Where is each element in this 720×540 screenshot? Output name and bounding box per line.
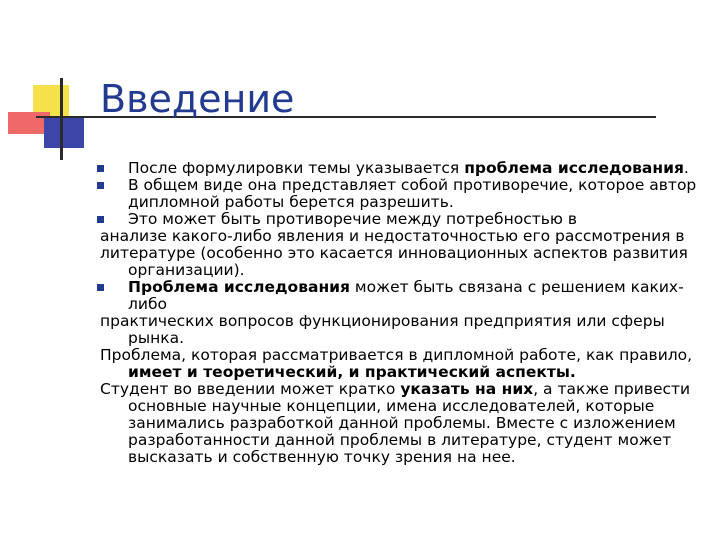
bullet-icon: [97, 284, 104, 291]
paragraph-4-line-3: рынка.: [128, 329, 184, 347]
paragraph-4-bold: Проблема исследования: [128, 278, 350, 296]
paragraph-6-text-1: Студент во введении может кратко: [100, 380, 401, 398]
paragraph-2: [100, 177, 700, 211]
paragraph-6-text-2: , а также привести основные научные концепции, имена исследователей, которые занимались разработкой данной проблемы. Вместе с изложением разработанности данной проблемы в литературе, студент может высказать и собственную точку зрения на нее.: [128, 380, 691, 466]
paragraph-4-line-2: практических вопросов функционирования предприятия или сферы: [100, 312, 665, 330]
paragraph-4-cont: либо: [128, 295, 168, 313]
decor-vertical-line: [60, 78, 63, 160]
paragraph-6: [100, 381, 700, 466]
paragraph-3-line-1: Это может быть противоречие между потребностью в: [128, 210, 578, 228]
paragraph-4-text: может быть связана с решением каких-: [350, 278, 684, 296]
paragraph-3: [100, 211, 700, 279]
paragraph-1-text: После формулировки темы указывается: [128, 159, 465, 177]
paragraph-1-bold: проблема исследования: [464, 159, 684, 177]
paragraph-3-line-4: организации).: [128, 261, 245, 279]
paragraph-5-line-1: Проблема, которая рассматривается в дипломной работе, как правило,: [100, 346, 693, 364]
paragraph-3-line-2: анализе какого-либо явления и недостаточностью его рассмотрения в: [100, 227, 685, 245]
paragraph-1-end: .: [683, 159, 689, 177]
bullet-icon: [97, 165, 104, 172]
paragraph-4: [100, 279, 700, 347]
paragraph-3-line-3: литературе (особенно это касается инновационных аспектов развития: [100, 244, 688, 262]
bullet-icon: [97, 216, 104, 223]
paragraph-1: [100, 160, 700, 177]
decor-blue-square: [44, 118, 84, 148]
slide-title: Введение: [100, 77, 295, 121]
paragraph-2-text: В общем виде она представляет собой противоречие, которое автор дипломной работы берется разрешить.: [128, 176, 697, 211]
bullet-icon: [97, 182, 104, 189]
paragraph-5: [100, 347, 700, 381]
paragraph-6-bold: указать на них: [400, 380, 534, 398]
paragraph-5-bold: имеет и теоретический, и практический аспекты.: [128, 363, 576, 381]
slide-body: [100, 160, 700, 466]
